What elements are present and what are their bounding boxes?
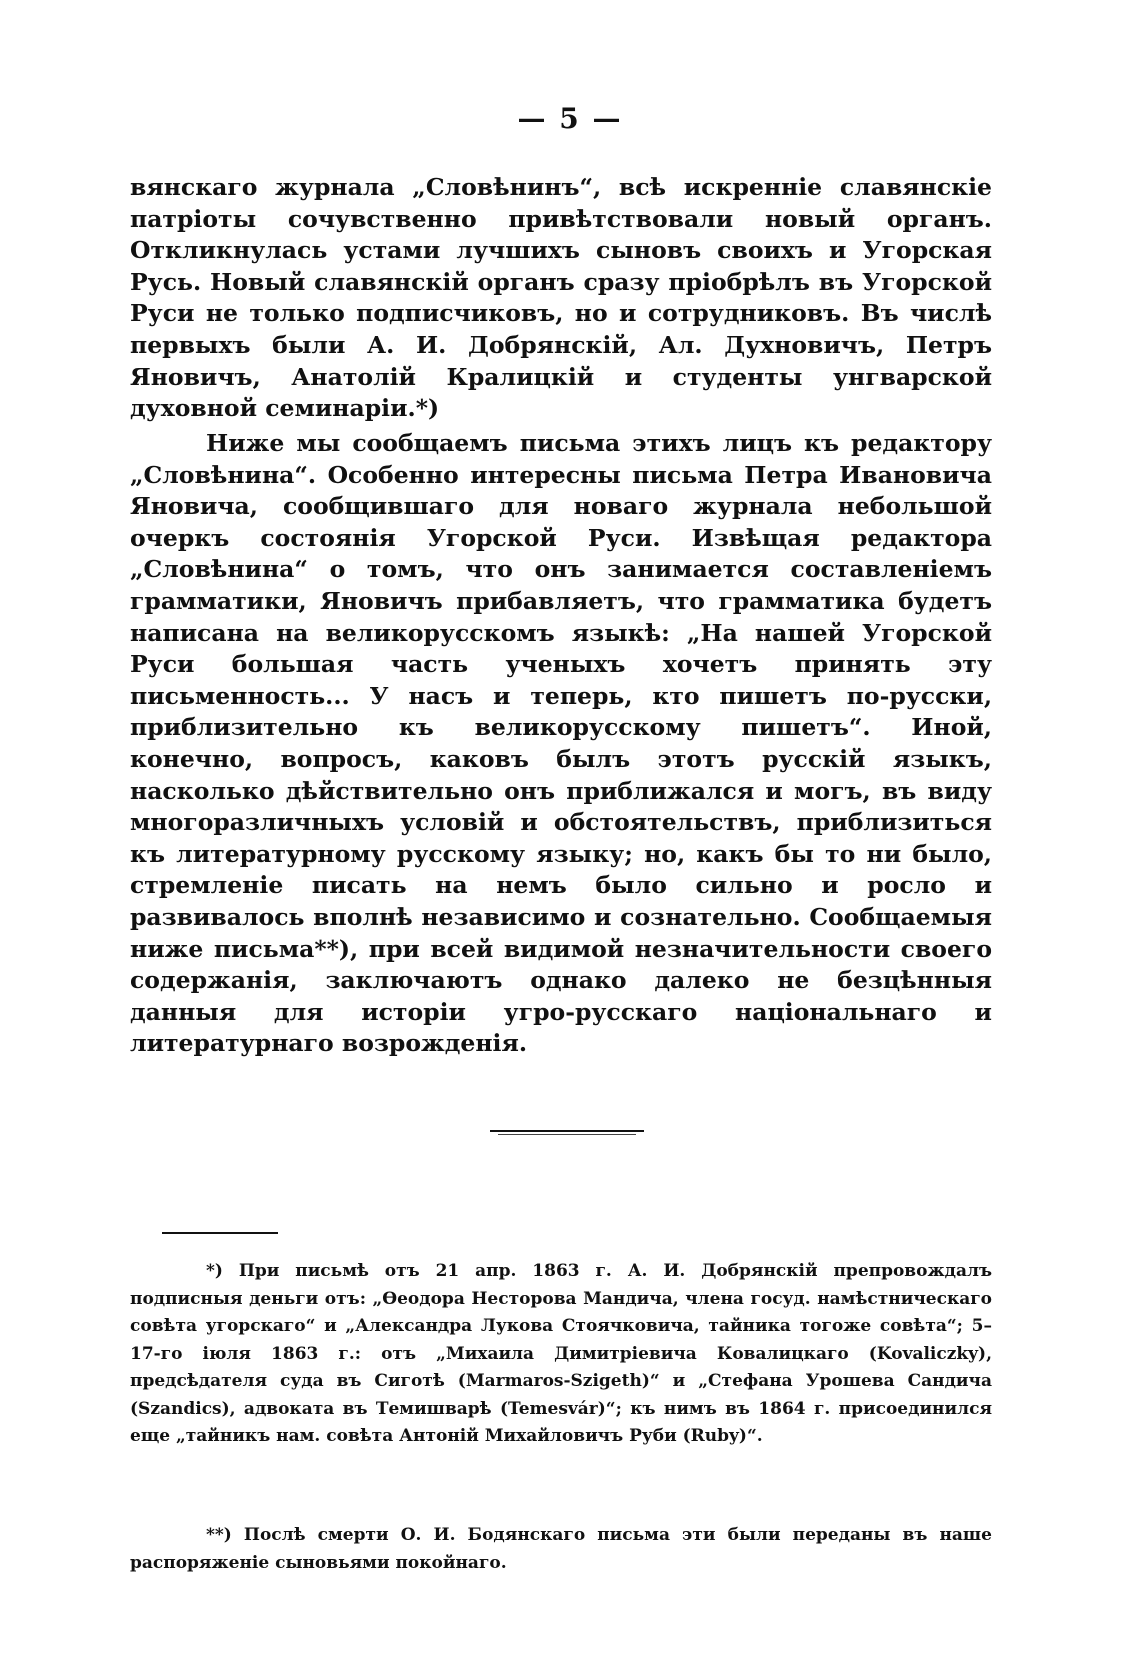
paragraph-text: Ниже мы сообщаемъ письма этихъ лицъ къ редактору „Словѣнина“. Особенно интересны письма Петра Ивановича Яновича, сообщившаго для новаго журнала небольшой очеркъ состоянія Угорской Руси. Извѣщая редактора „Словѣнина“ о томъ, что онъ занимается составленіемъ грамматики, Яновичъ прибавляетъ, что грамматика будетъ написана на великорусскомъ языкѣ: „На нашей Угорской Руси большая часть ученыхъ хочетъ принять эту письменность... У насъ и теперь, кто пишетъ по-русски, приблизительно къ великорусскому пишетъ“. Иной, конечно, вопросъ, каковъ былъ этотъ русскій языкъ, насколько дѣйствительно онъ приближался и могъ, въ виду многоразличныхъ условій и обстоятельствъ, приблизиться къ литературному русскому языку; но, какъ бы то ни было, стремленіе писать на немъ было сильно и росло и развивалось вполнѣ независимо и сознательно. Сообщаемыя ниже письма**), при всей видимой незначительности своего содержанія, заключаютъ однако далеко не безцѣнныя данныя для исторіи угро-русскаго національнаго и литературнаго возрожденія.: [130, 429, 992, 1058]
footnote-text: **) Послѣ смерти О. И. Бодянскаго письма эти были переданы въ наше распоряженіе сыновьями покойнаго.: [130, 1525, 992, 1573]
page-number: — 5 —: [517, 102, 623, 135]
section-divider-ornament: [490, 1130, 644, 1134]
paragraph-text: вянскаго журнала „Словѣнинъ“, всѣ искренніе славянскіе патріоты сочувственно привѣтствовали новый органъ. Откликнулась устами лучшихъ сыновъ своихъ и Угорская Русь. Новый славянскій органъ сразу пріобрѣлъ въ Угорской Руси не только подписчиковъ, но и сотрудниковъ. Въ числѣ первыхъ были А. И. Добрянскій, Ал. Духновичъ, Петръ Яновичъ, Анатолій Кралицкій и студенты унгварской духовной семинаріи.*): [130, 173, 992, 423]
footnote-2: [130, 1522, 992, 1577]
footnote-text: *) При письмѣ отъ 21 апр. 1863 г. А. И. Добрянскій препровождалъ подписныя деньги отъ: „Ѳеодора Несторова Мандича, члена госуд. намѣстническаго совѣта угорскаго“ и „Александра Лукова Стоячковича, тайника тогоже совѣта“; 5–17-го іюля 1863 г.: отъ „Михаила Димитріевича Ковалицкаго (Kovaliczky), предсѣдателя суда въ Сиготѣ (Marmaros-Szigeth)“ и „Стефана Урошева Сандича (Szandics), адвоката въ Темишварѣ (Temesvár)“; къ нимъ въ 1864 г. присоединился еще „тайникъ нам. совѣта Антоній Михайловичъ Руби (Ruby)“.: [130, 1261, 992, 1446]
body-paragraph-1: [130, 172, 992, 425]
footnote-separator-rule: [162, 1232, 278, 1234]
footnote-1: [130, 1258, 992, 1451]
body-paragraph-2: [130, 428, 992, 1060]
